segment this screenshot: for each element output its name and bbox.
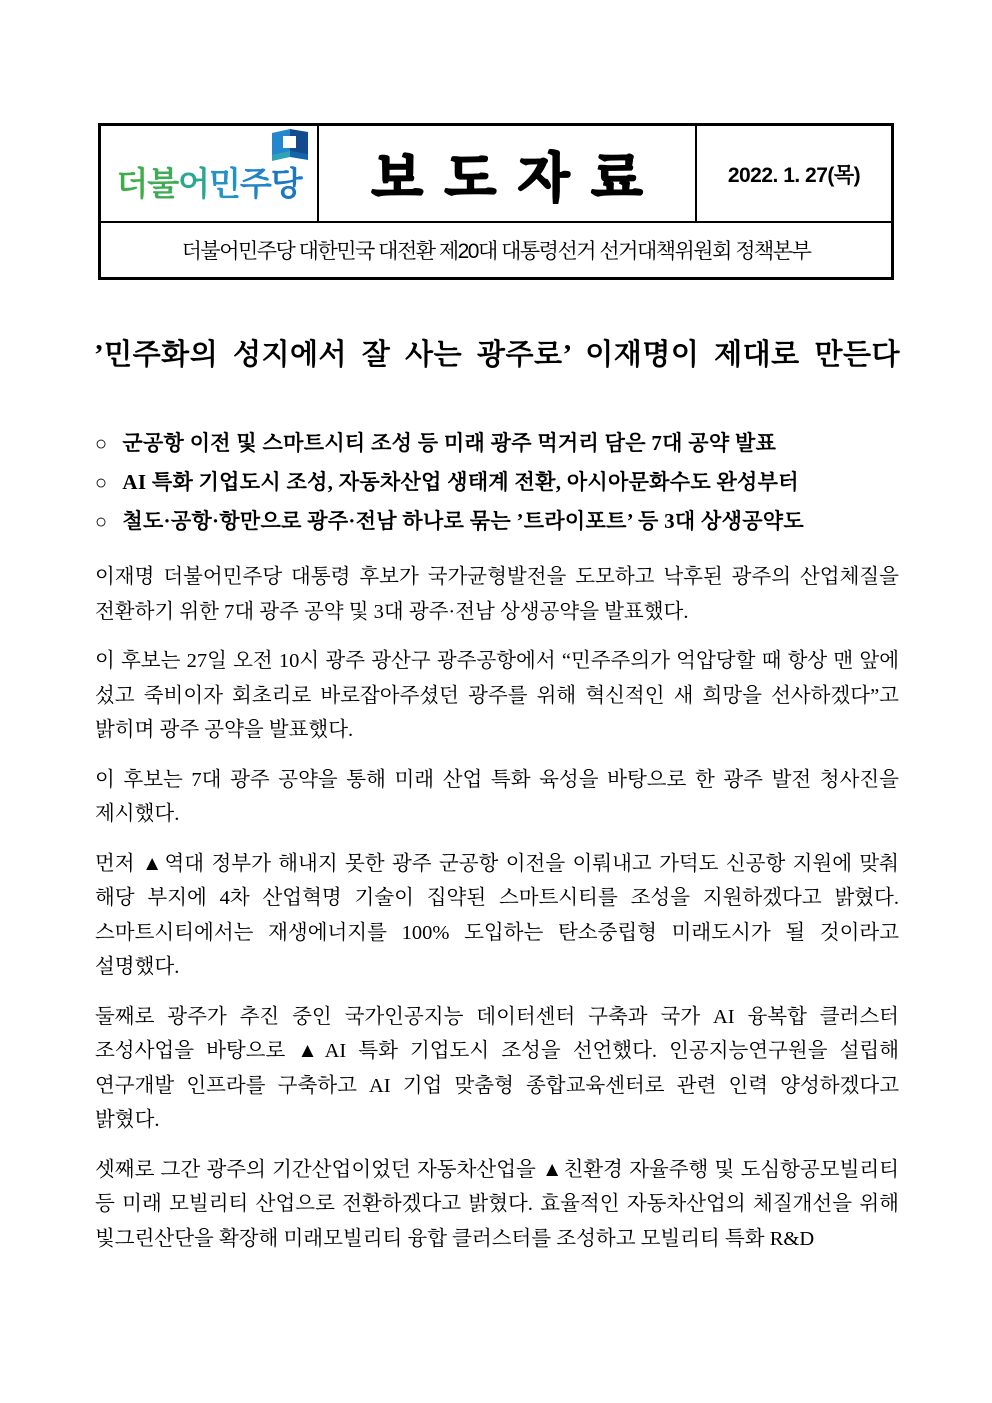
article-body	[95, 560, 899, 1271]
summary-bullet	[95, 502, 901, 541]
summary-bullet-text: 군공항 이전 및 스마트시티 조성 등 미래 광주 먹거리 담은 7대 공약 발표	[122, 431, 777, 455]
committee-strapline: 더불어민주당 대한민국 대전환 제20대 대통령선거 선거대책위원회 정책본부	[181, 240, 811, 263]
body-paragraph: 이 후보는 27일 오전 10시 광주 광산구 광주공항에서 “민주주의가 억압당할 때 항상 맨 앞에 섰고 죽비이자 회초리로 바로잡아주셨던 광주를 위해 혁신적인 새 희망을 선사하겠다”고 밝히며 광주 공약을 발표했다.	[95, 650, 899, 741]
body-paragraph: 먼저 ▲역대 정부가 해내지 못한 광주 군공항 이전을 이뤄내고 가덕도 신공항 지원에 맞춰 해당 부지에 4차 산업혁명 기술이 집약된 스마트시티를 조성을 지원하겠다고 밝혔다. 스마트시티에서는 재생에너지를 100% 도입하는 탄소중립형 미래도시가 될 것이라고 설명했다.	[95, 852, 899, 978]
party-logo	[116, 158, 301, 205]
summary-bullet	[95, 424, 901, 463]
party-logo-cell	[101, 126, 319, 221]
body-paragraph: 둘째로 광주가 추진 중인 국가인공지능 데이터센터 구축과 국가 AI 융복합 클러스터 조성사업을 바탕으로 ▲AI 특화 기업도시 조성을 선언했다. 인공지능연구원을 설립해 연구개발 인프라를 구축하고 AI 기업 맞춤형 종합교육센터로 관련 인력 양성하겠다고 밝혔다.	[95, 1005, 899, 1131]
party-flag-icon	[270, 127, 310, 163]
summary-bullet	[95, 463, 901, 502]
party-logo-text: 더불어민주당	[116, 165, 302, 202]
circle-bullet-icon: ○	[95, 472, 108, 494]
body-paragraph: 이 후보는 7대 광주 공약을 통해 미래 산업 특화 육성을 바탕으로 한 광주 발전 청사진을 제시했다.	[95, 768, 899, 825]
circle-bullet-icon: ○	[95, 433, 108, 455]
header-bottom-row	[101, 221, 891, 277]
summary-bullet-text: 철도·공항·항만으로 광주·전남 하나로 묶는 ’트라이포트’ 등 3대 상생공약도	[122, 509, 804, 533]
document-type-cell	[319, 126, 695, 221]
header-top-row	[101, 126, 891, 221]
body-paragraph: 셋째로 그간 광주의 기간산업이었던 자동차산업을 ▲친환경 자율주행 및 도심항공모빌리티 등 미래 모빌리티 산업으로 전환하겠다고 밝혔다. 효율적인 자동차산업의 체질개선을 위해 빛그린산단을 확장해 미래모빌리티 융합 클러스터를 조성하고 모빌리티 특화 R&D	[95, 1158, 899, 1250]
headline: ’민주화의 성지에서 잘 사는 광주로’ 이재명이 제대로 만든다	[94, 339, 900, 371]
release-date-cell	[695, 126, 891, 221]
summary-bullets	[95, 424, 901, 541]
release-date: 2022. 1. 27(목)	[727, 163, 861, 187]
document-type-title: 보도자료	[371, 148, 665, 208]
body-paragraph: 이재명 더불어민주당 대통령 후보가 국가균형발전을 도모하고 낙후된 광주의 산업체질을 전환하기 위한 7대 광주 공약 및 3대 광주·전남 상생공약을 발표했다.	[95, 566, 899, 623]
circle-bullet-icon: ○	[95, 511, 108, 533]
summary-bullet-text: AI 특화 기업도시 조성, 자동차산업 생태계 전환, 아시아문화수도 완성부터	[122, 470, 799, 494]
press-release-header	[98, 123, 894, 280]
